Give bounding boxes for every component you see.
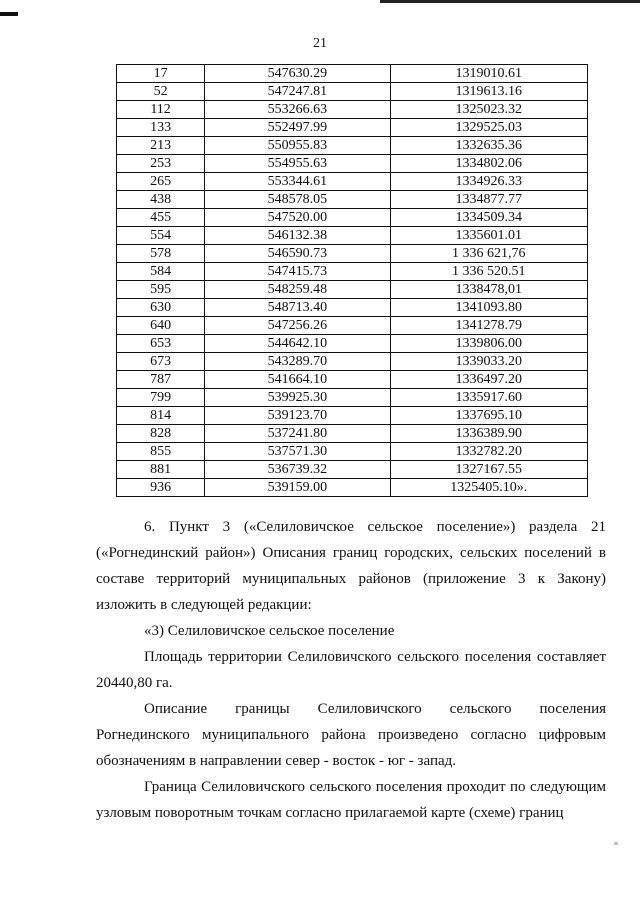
y-coordinate-cell: 1339806.00 [390,335,587,353]
point-number-cell: 799 [117,389,205,407]
table-row [117,173,588,191]
table-row [117,245,588,263]
y-coordinate-cell: 1336389.90 [390,425,587,443]
point-number-cell: 787 [117,371,205,389]
x-coordinate-cell: 539159.00 [205,479,390,497]
table-row [117,407,588,425]
point-number-cell: 881 [117,461,205,479]
y-coordinate-cell: 1334802.06 [390,155,587,173]
point-number-cell: 584 [117,263,205,281]
point-number-cell: 828 [117,425,205,443]
x-coordinate-cell: 553266.63 [205,101,390,119]
table-row [117,119,588,137]
x-coordinate-cell: 547520.00 [205,209,390,227]
y-coordinate-cell: 1338478,01 [390,281,587,299]
x-coordinate-cell: 544642.10 [205,335,390,353]
x-coordinate-cell: 547630.29 [205,65,390,83]
table-row [117,371,588,389]
point-number-cell: 112 [117,101,205,119]
point-number-cell: 936 [117,479,205,497]
x-coordinate-cell: 548259.48 [205,281,390,299]
page-number: 21 [313,36,327,51]
table-row [117,263,588,281]
point-number-cell: 855 [117,443,205,461]
table-row [117,83,588,101]
x-coordinate-cell: 554955.63 [205,155,390,173]
y-coordinate-cell: 1334509.34 [390,209,587,227]
y-coordinate-cell: 1332782.20 [390,443,587,461]
paragraph-area: Площадь территории Селиловичского сельского поселения составляет 20440,80 га. [96,649,606,691]
point-number-cell: 595 [117,281,205,299]
point-number-cell: 52 [117,83,205,101]
point-number-cell: 253 [117,155,205,173]
x-coordinate-cell: 539925.30 [205,389,390,407]
scan-mark-left [0,12,18,16]
point-number-cell: 17 [117,65,205,83]
y-coordinate-cell: 1319010.61 [390,65,587,83]
paragraph-settlement-title: «3) Селиловичское сельское поселение [144,623,395,639]
point-number-cell: 438 [117,191,205,209]
y-coordinate-cell: 1339033.20 [390,353,587,371]
point-number-cell: 578 [117,245,205,263]
x-coordinate-cell: 541664.10 [205,371,390,389]
x-coordinate-cell: 550955.83 [205,137,390,155]
point-number-cell: 213 [117,137,205,155]
x-coordinate-cell: 539123.70 [205,407,390,425]
y-coordinate-cell: 1337695.10 [390,407,587,425]
x-coordinate-cell: 553344.61 [205,173,390,191]
x-coordinate-cell: 547415.73 [205,263,390,281]
table-row [117,209,588,227]
table-row [117,443,588,461]
y-coordinate-cell: 1327167.55 [390,461,587,479]
y-coordinate-cell: 1319613.16 [390,83,587,101]
table-row [117,101,588,119]
y-coordinate-cell: 1336497.20 [390,371,587,389]
point-number-cell: 133 [117,119,205,137]
x-coordinate-cell: 543289.70 [205,353,390,371]
coordinates-table [116,64,588,497]
x-coordinate-cell: 548578.05 [205,191,390,209]
y-coordinate-cell: 1334877.77 [390,191,587,209]
point-number-cell: 630 [117,299,205,317]
point-number-cell: 554 [117,227,205,245]
y-coordinate-cell: 1335917.60 [390,389,587,407]
y-coordinate-cell: 1 336 621,76 [390,245,587,263]
table-row [117,335,588,353]
table-row [117,353,588,371]
table-row [117,299,588,317]
point-number-cell: 814 [117,407,205,425]
y-coordinate-cell: 1341093.80 [390,299,587,317]
y-coordinate-cell: 1325023.32 [390,101,587,119]
y-coordinate-cell: 1334926.33 [390,173,587,191]
y-coordinate-cell: 1332635.36 [390,137,587,155]
x-coordinate-cell: 552497.99 [205,119,390,137]
scan-speck [614,842,618,845]
x-coordinate-cell: 546132.38 [205,227,390,245]
point-number-cell: 265 [117,173,205,191]
point-number-cell: 653 [117,335,205,353]
table-row [117,317,588,335]
x-coordinate-cell: 547247.81 [205,83,390,101]
table-row [117,65,588,83]
table-row [117,281,588,299]
paragraph-boundary: Граница Селиловичского сельского поселения проходит по следующим узловым поворотным точкам согласно прилагаемой карте (схеме) границ [96,779,606,821]
coordinates-table-body [117,65,588,497]
table-row [117,191,588,209]
point-number-cell: 640 [117,317,205,335]
x-coordinate-cell: 537241.80 [205,425,390,443]
x-coordinate-cell: 536739.32 [205,461,390,479]
scan-mark-right [380,0,640,3]
table-row [117,425,588,443]
paragraph-description: Описание границы Селиловичского сельского поселения Рогнединского муниципального района произведено согласно цифровым обозначениям в направлении север - восток - юг - запад. [96,701,606,769]
table-row [117,461,588,479]
table-row [117,137,588,155]
table-row [117,479,588,497]
paragraph-amendment: 6. Пункт 3 («Селиловичское сельское поселение») раздела 21 («Рогнединский район») Описания границ городских, сельских поселений в составе территорий муниципальных районов (приложение 3 к Закону) изложить в следующей редакции: [96,519,606,613]
y-coordinate-cell: 1325405.10». [390,479,587,497]
table-row [117,389,588,407]
table-row [117,227,588,245]
x-coordinate-cell: 546590.73 [205,245,390,263]
table-row [117,155,588,173]
x-coordinate-cell: 547256.26 [205,317,390,335]
y-coordinate-cell: 1 336 520.51 [390,263,587,281]
y-coordinate-cell: 1341278.79 [390,317,587,335]
y-coordinate-cell: 1335601.01 [390,227,587,245]
point-number-cell: 455 [117,209,205,227]
x-coordinate-cell: 548713.40 [205,299,390,317]
x-coordinate-cell: 537571.30 [205,443,390,461]
y-coordinate-cell: 1329525.03 [390,119,587,137]
point-number-cell: 673 [117,353,205,371]
